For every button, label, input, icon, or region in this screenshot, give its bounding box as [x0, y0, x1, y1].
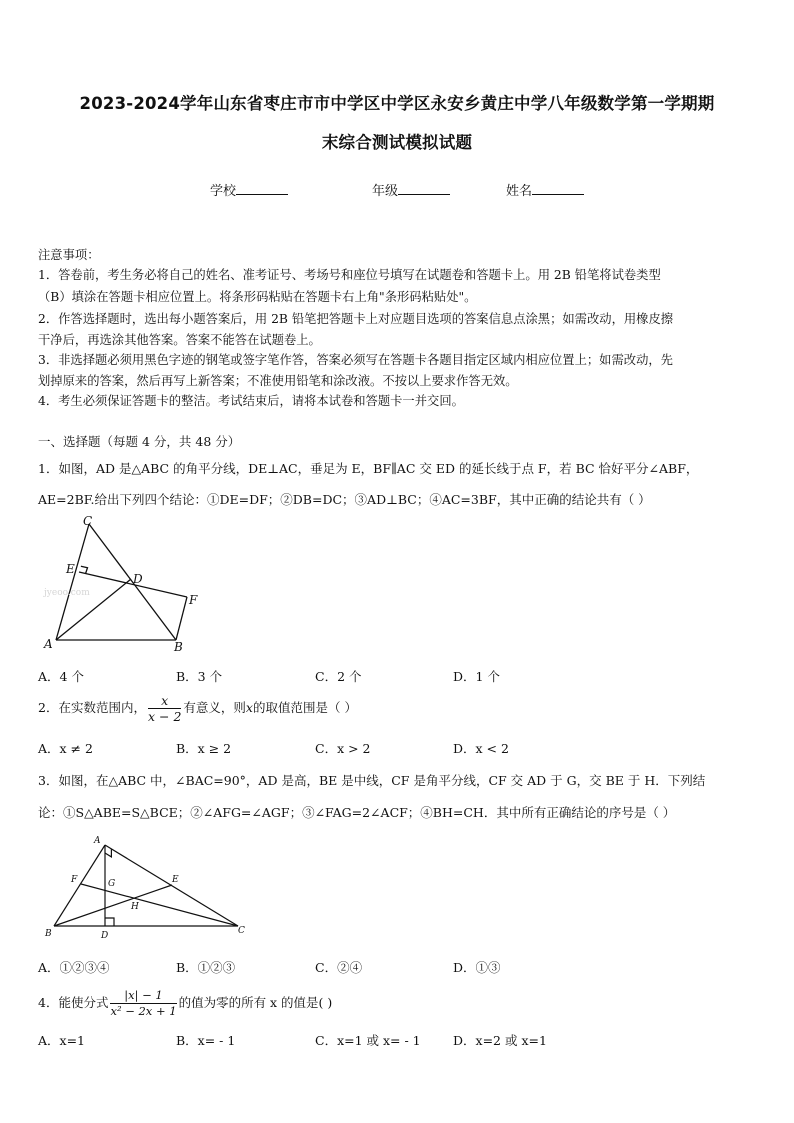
- q2-option-d[interactable]: D．x < 2: [453, 741, 509, 756]
- notes-line: 3．非选择题必须用黑色字迹的钢笔或签字笔作答，答案必须写在答题卡各题目指定区域内相应位置上；如需改动，先: [38, 353, 673, 367]
- q1-label-D: D: [133, 572, 143, 586]
- q3-right-angle-mark-A: [105, 849, 111, 857]
- q4-stem: [38, 988, 332, 1019]
- q1-label-A: A: [44, 637, 53, 651]
- name-field[interactable]: [506, 180, 584, 199]
- q1-line-1: 1．如图，AD 是△ABC 的角平分线，DE⊥AC，垂足为 E，BF∥AC 交 ED 的延长线于点 F，若 BC 恰好平分∠ABF，: [38, 461, 699, 476]
- q2-option-c[interactable]: C．x > 2: [315, 741, 371, 756]
- q4-suffix: 的值为零的所有 x 的值是( ): [178, 995, 333, 1010]
- q2-option-a[interactable]: A．x ≠ 2: [38, 741, 93, 756]
- q4-prefix: 4．能使分式: [38, 995, 109, 1010]
- q3-label-F: F: [71, 875, 78, 885]
- q1-figure: [36, 512, 206, 657]
- q1-option-a[interactable]: A．4 个: [38, 669, 84, 684]
- q2-fraction-denominator: x − 2: [147, 709, 182, 724]
- notes-line: 划掉原来的答案，然后再写上新答案；不准使用铅笔和涂改液。不按以上要求作答无效。: [38, 374, 518, 388]
- school-label: 学校: [210, 184, 237, 199]
- q3-label-B: B: [45, 929, 52, 939]
- page-title-line-2: 末综合测试模拟试题: [321, 133, 473, 152]
- q2-fraction-numerator: x: [148, 693, 181, 709]
- q4-option-c[interactable]: C．x=1 或 x= - 1: [315, 1033, 421, 1048]
- q4-option-d[interactable]: D．x=2 或 x=1: [453, 1033, 547, 1048]
- q1-option-d[interactable]: D．1 个: [453, 669, 500, 684]
- q3-label-D: D: [101, 931, 109, 941]
- grade-label: 年级: [372, 184, 399, 199]
- q2-fraction: [148, 693, 181, 724]
- q1-label-C: C: [83, 514, 93, 528]
- q3-label-C: C: [238, 926, 245, 936]
- q3-option-c[interactable]: C．②④: [315, 960, 363, 975]
- name-blank[interactable]: [532, 182, 584, 195]
- q3-label-H: H: [131, 902, 139, 912]
- grade-field[interactable]: [372, 180, 450, 199]
- section-heading: 一、选择题（每题 4 分，共 48 分）: [38, 434, 241, 449]
- q2-prefix: 2．在实数范围内，: [38, 700, 146, 715]
- q1-watermark: jyeoo.com: [44, 588, 90, 598]
- q1-label-F: F: [189, 593, 198, 607]
- q2-option-b[interactable]: B．x ≥ 2: [176, 741, 232, 756]
- q3-line-1: 3．如图，在△ABC 中，∠BAC=90°，AD 是高，BE 是中线，CF 是角平分线，CF 交 AD 于 G，交 BE 于 H．下列结: [38, 773, 706, 788]
- q3-figure: [40, 832, 255, 944]
- notes-line: 干净后，再选涂其他答案。答案不能答在试题卷上。: [38, 333, 321, 347]
- name-label: 姓名: [506, 184, 533, 199]
- q1-label-B: B: [174, 640, 183, 654]
- q2-suffix-b: 的取值范围是（ ）: [252, 700, 357, 715]
- q3-label-E: E: [172, 875, 179, 885]
- q3-label-A: A: [94, 836, 101, 846]
- q2-suffix-a: 有意义，则: [183, 700, 246, 715]
- q1-line-2: AE=2BF.给出下列四个结论：①DE=DF；②DB=DC；③AD⊥BC；④AC=3BF，其中正确的结论共有（ ）: [38, 492, 651, 507]
- q1-option-c[interactable]: C．2 个: [315, 669, 362, 684]
- notes-line: 4．考生必须保证答题卡的整洁。考试结束后，请将本试卷和答题卡一并交回。: [38, 394, 464, 408]
- q1-segment-BF: [176, 597, 187, 640]
- q3-segment-AB: [54, 845, 105, 926]
- notes-heading: 注意事项：: [38, 248, 100, 262]
- q1-label-E: E: [66, 562, 75, 576]
- q3-line-2: 论：①S△ABE=S△BCE；②∠AFG=∠AGF；③∠FAG=2∠ACF；④BH=CH．其中所有正确结论的序号是（ ）: [38, 805, 676, 820]
- page-title-line-1: 2023-2024学年山东省枣庄市市中学区中学区永安乡黄庄中学八年级数学第一学期期: [79, 94, 715, 113]
- q3-option-d[interactable]: D．①③: [453, 960, 501, 975]
- q3-right-angle-mark-D: [105, 918, 114, 926]
- grade-blank[interactable]: [398, 182, 450, 195]
- q3-option-b[interactable]: B．①②③: [176, 960, 236, 975]
- q4-option-b[interactable]: B．x= - 1: [176, 1033, 236, 1048]
- school-field[interactable]: [210, 180, 288, 199]
- q1-option-b[interactable]: B．3 个: [176, 669, 223, 684]
- notes-line: 1．答卷前，考生务必将自己的姓名、准考证号、考场号和座位号填写在试题卷和答题卡上。用 2B 铅笔将试卷类型: [38, 268, 661, 282]
- q2-stem: [38, 693, 357, 724]
- q1-segment-AC: [56, 524, 89, 640]
- notes-line: （B）填涂在答题卡相应位置上。将条形码粘贴在答题卡右上角"条形码粘贴处"。: [38, 290, 477, 304]
- q4-fraction: [110, 988, 176, 1019]
- q3-label-G: G: [108, 879, 116, 889]
- q3-segment-BE: [54, 885, 172, 926]
- q4-fraction-denominator: x² − 2x + 1: [110, 1004, 177, 1018]
- q4-fraction-numerator: |x| − 1: [110, 988, 176, 1004]
- q3-option-a[interactable]: A．①②③④: [38, 960, 110, 975]
- q2-variable: x: [245, 700, 253, 715]
- school-blank[interactable]: [236, 182, 288, 195]
- notes-line: 2．作答选择题时，选出每小题答案后，用 2B 铅笔把答题卡上对应题目选项的答案信息点涂黑；如需改动，用橡皮擦: [38, 312, 674, 326]
- q4-option-a[interactable]: A．x=1: [38, 1033, 86, 1048]
